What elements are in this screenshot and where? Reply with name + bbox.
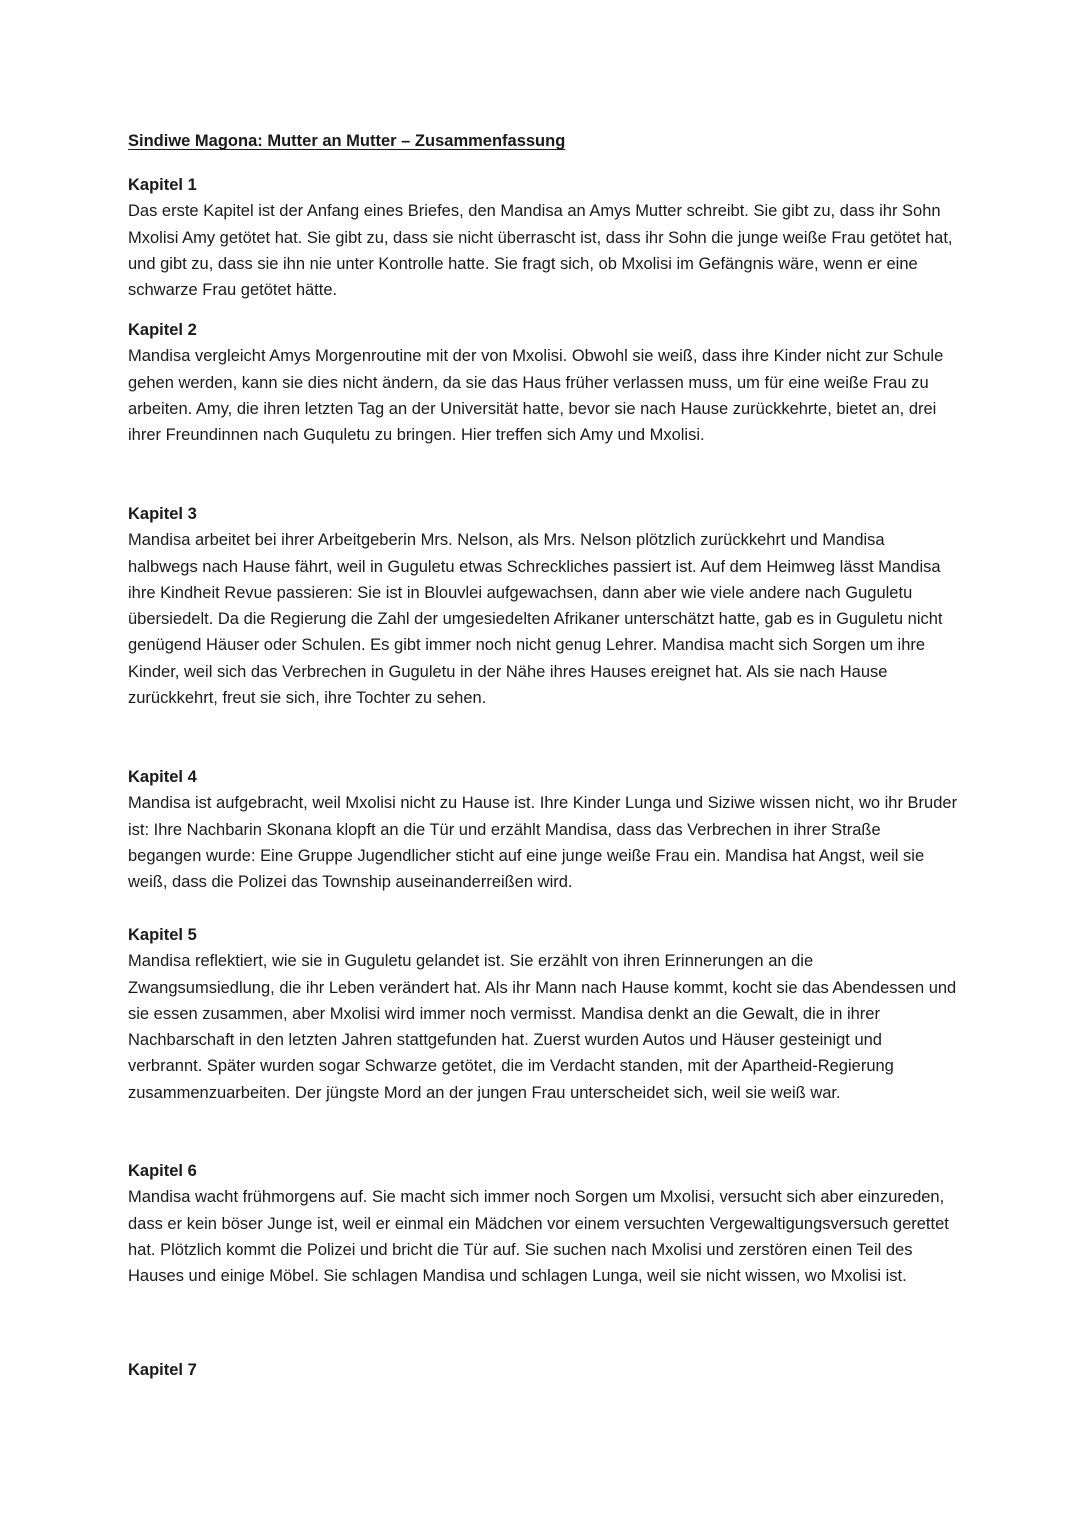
chapter-1 bbox=[128, 172, 958, 303]
chapter-text: Das erste Kapitel ist der Anfang eines Briefes, den Mandisa an Amys Mutter schreibt. Sie gibt zu, dass ihr Sohn Mxolisi Amy getötet hat. Sie gibt zu, dass sie nicht überrascht ist, dass ihr Sohn die junge weiße Frau getötet hat, und gibt zu, dass sie ihn nie unter Kontrolle hatte. Sie fragt sich, ob Mxolisi im Gefängnis wäre, wenn er eine schwarze Frau getötet hätte. bbox=[128, 202, 953, 300]
document-page bbox=[128, 128, 958, 1379]
chapter-heading: Kapitel 4 bbox=[128, 768, 197, 786]
document-title: Sindiwe Magona: Mutter an Mutter – Zusammenfassung bbox=[128, 132, 566, 150]
chapter-4 bbox=[128, 764, 958, 895]
chapter-text: Mandisa wacht frühmorgens auf. Sie macht sich immer noch Sorgen um Mxolisi, versucht sich aber einzureden, dass er kein böser Junge ist, weil er einmal ein Mädchen vor einem versuchten Vergewaltigungsversuch gerettet hat. Plötzlich kommt die Polizei und bricht die Tür auf. Sie suchen nach Mxolisi und zerstören einen Teil des Hauses und einige Möbel. Sie schlagen Mandisa und schlagen Lunga, weil sie nicht wissen, wo Mxolisi ist. bbox=[128, 1188, 949, 1286]
chapter-2 bbox=[128, 317, 958, 448]
chapter-heading: Kapitel 3 bbox=[128, 505, 197, 523]
chapter-7 bbox=[128, 1357, 958, 1383]
chapter-text: Mandisa arbeitet bei ihrer Arbeitgeberin Mrs. Nelson, als Mrs. Nelson plötzlich zurückkehrt und Mandisa halbwegs nach Hause fährt, weil in Guguletu etwas Schreckliches passiert ist. Auf dem Heimweg lässt Mandisa ihre Kindheit Revue passieren: Sie ist in Blouvlei aufgewachsen, dann aber wie viele andere nach Guguletu übersiedelt. Da die Regierung die Zahl der umgesiedelten Afrikaner unterschätzt hatte, gab es in Guguletu nicht genügend Häuser oder Schulen. Es gibt immer noch nicht genug Lehrer. Mandisa macht sich Sorgen um ihre Kinder, weil sich das Verbrechen in Guguletu in der Nähe ihres Hauses ereignet hat. Als sie nach Hause zurückkehrt, freut sie sich, ihre Tochter zu sehen. bbox=[128, 531, 943, 708]
chapter-text: Mandisa reflektiert, wie sie in Guguletu gelandet ist. Sie erzählt von ihren Erinnerungen an die Zwangsumsiedlung, die ihr Leben verändert hat. Als ihr Mann nach Hause kommt, kocht sie das Abendessen und sie essen zusammen, aber Mxolisi wird immer noch vermisst. Mandisa denkt an die Gewalt, die in ihrer Nachbarschaft in den letzten Jahren stattgefunden hat. Zuerst wurden Autos und Häuser gesteinigt und verbrannt. Später wurden sogar Schwarze getötet, die im Verdacht standen, mit der Apartheid-Regierung zusammenzuarbeiten. Der jüngste Mord an der jungen Frau unterscheidet sich, weil sie weiß war. bbox=[128, 952, 957, 1102]
chapter-text: Mandisa vergleicht Amys Morgenroutine mit der von Mxolisi. Obwohl sie weiß, dass ihre Kinder nicht zur Schule gehen werden, kann sie dies nicht ändern, da sie das Haus früher verlassen muss, um für eine weiße Frau zu arbeiten. Amy, die ihren letzten Tag an der Universität hatte, bevor sie nach Hause zurückkehrte, bietet an, drei ihrer Freundinnen nach Guquletu zu bringen. Hier treffen sich Amy und Mxolisi. bbox=[128, 347, 944, 445]
chapter-heading: Kapitel 7 bbox=[128, 1361, 197, 1379]
chapter-text: Mandisa ist aufgebracht, weil Mxolisi nicht zu Hause ist. Ihre Kinder Lunga und Siziwe wissen nicht, wo ihr Bruder ist: Ihre Nachbarin Skonana klopft an die Tür und erzählt Mandisa, dass das Verbrechen in ihrer Straße begangen wurde: Eine Gruppe Jugendlicher sticht auf eine junge weiße Frau ein. Mandisa hat Angst, weil sie weiß, dass die Polizei das Township auseinanderreißen wird. bbox=[128, 794, 958, 892]
chapter-5 bbox=[128, 922, 958, 1106]
chapter-heading: Kapitel 2 bbox=[128, 321, 197, 339]
chapter-6 bbox=[128, 1158, 958, 1289]
chapter-heading: Kapitel 6 bbox=[128, 1162, 197, 1180]
chapter-heading: Kapitel 1 bbox=[128, 176, 197, 194]
chapter-3 bbox=[128, 501, 958, 711]
chapter-heading: Kapitel 5 bbox=[128, 926, 197, 944]
